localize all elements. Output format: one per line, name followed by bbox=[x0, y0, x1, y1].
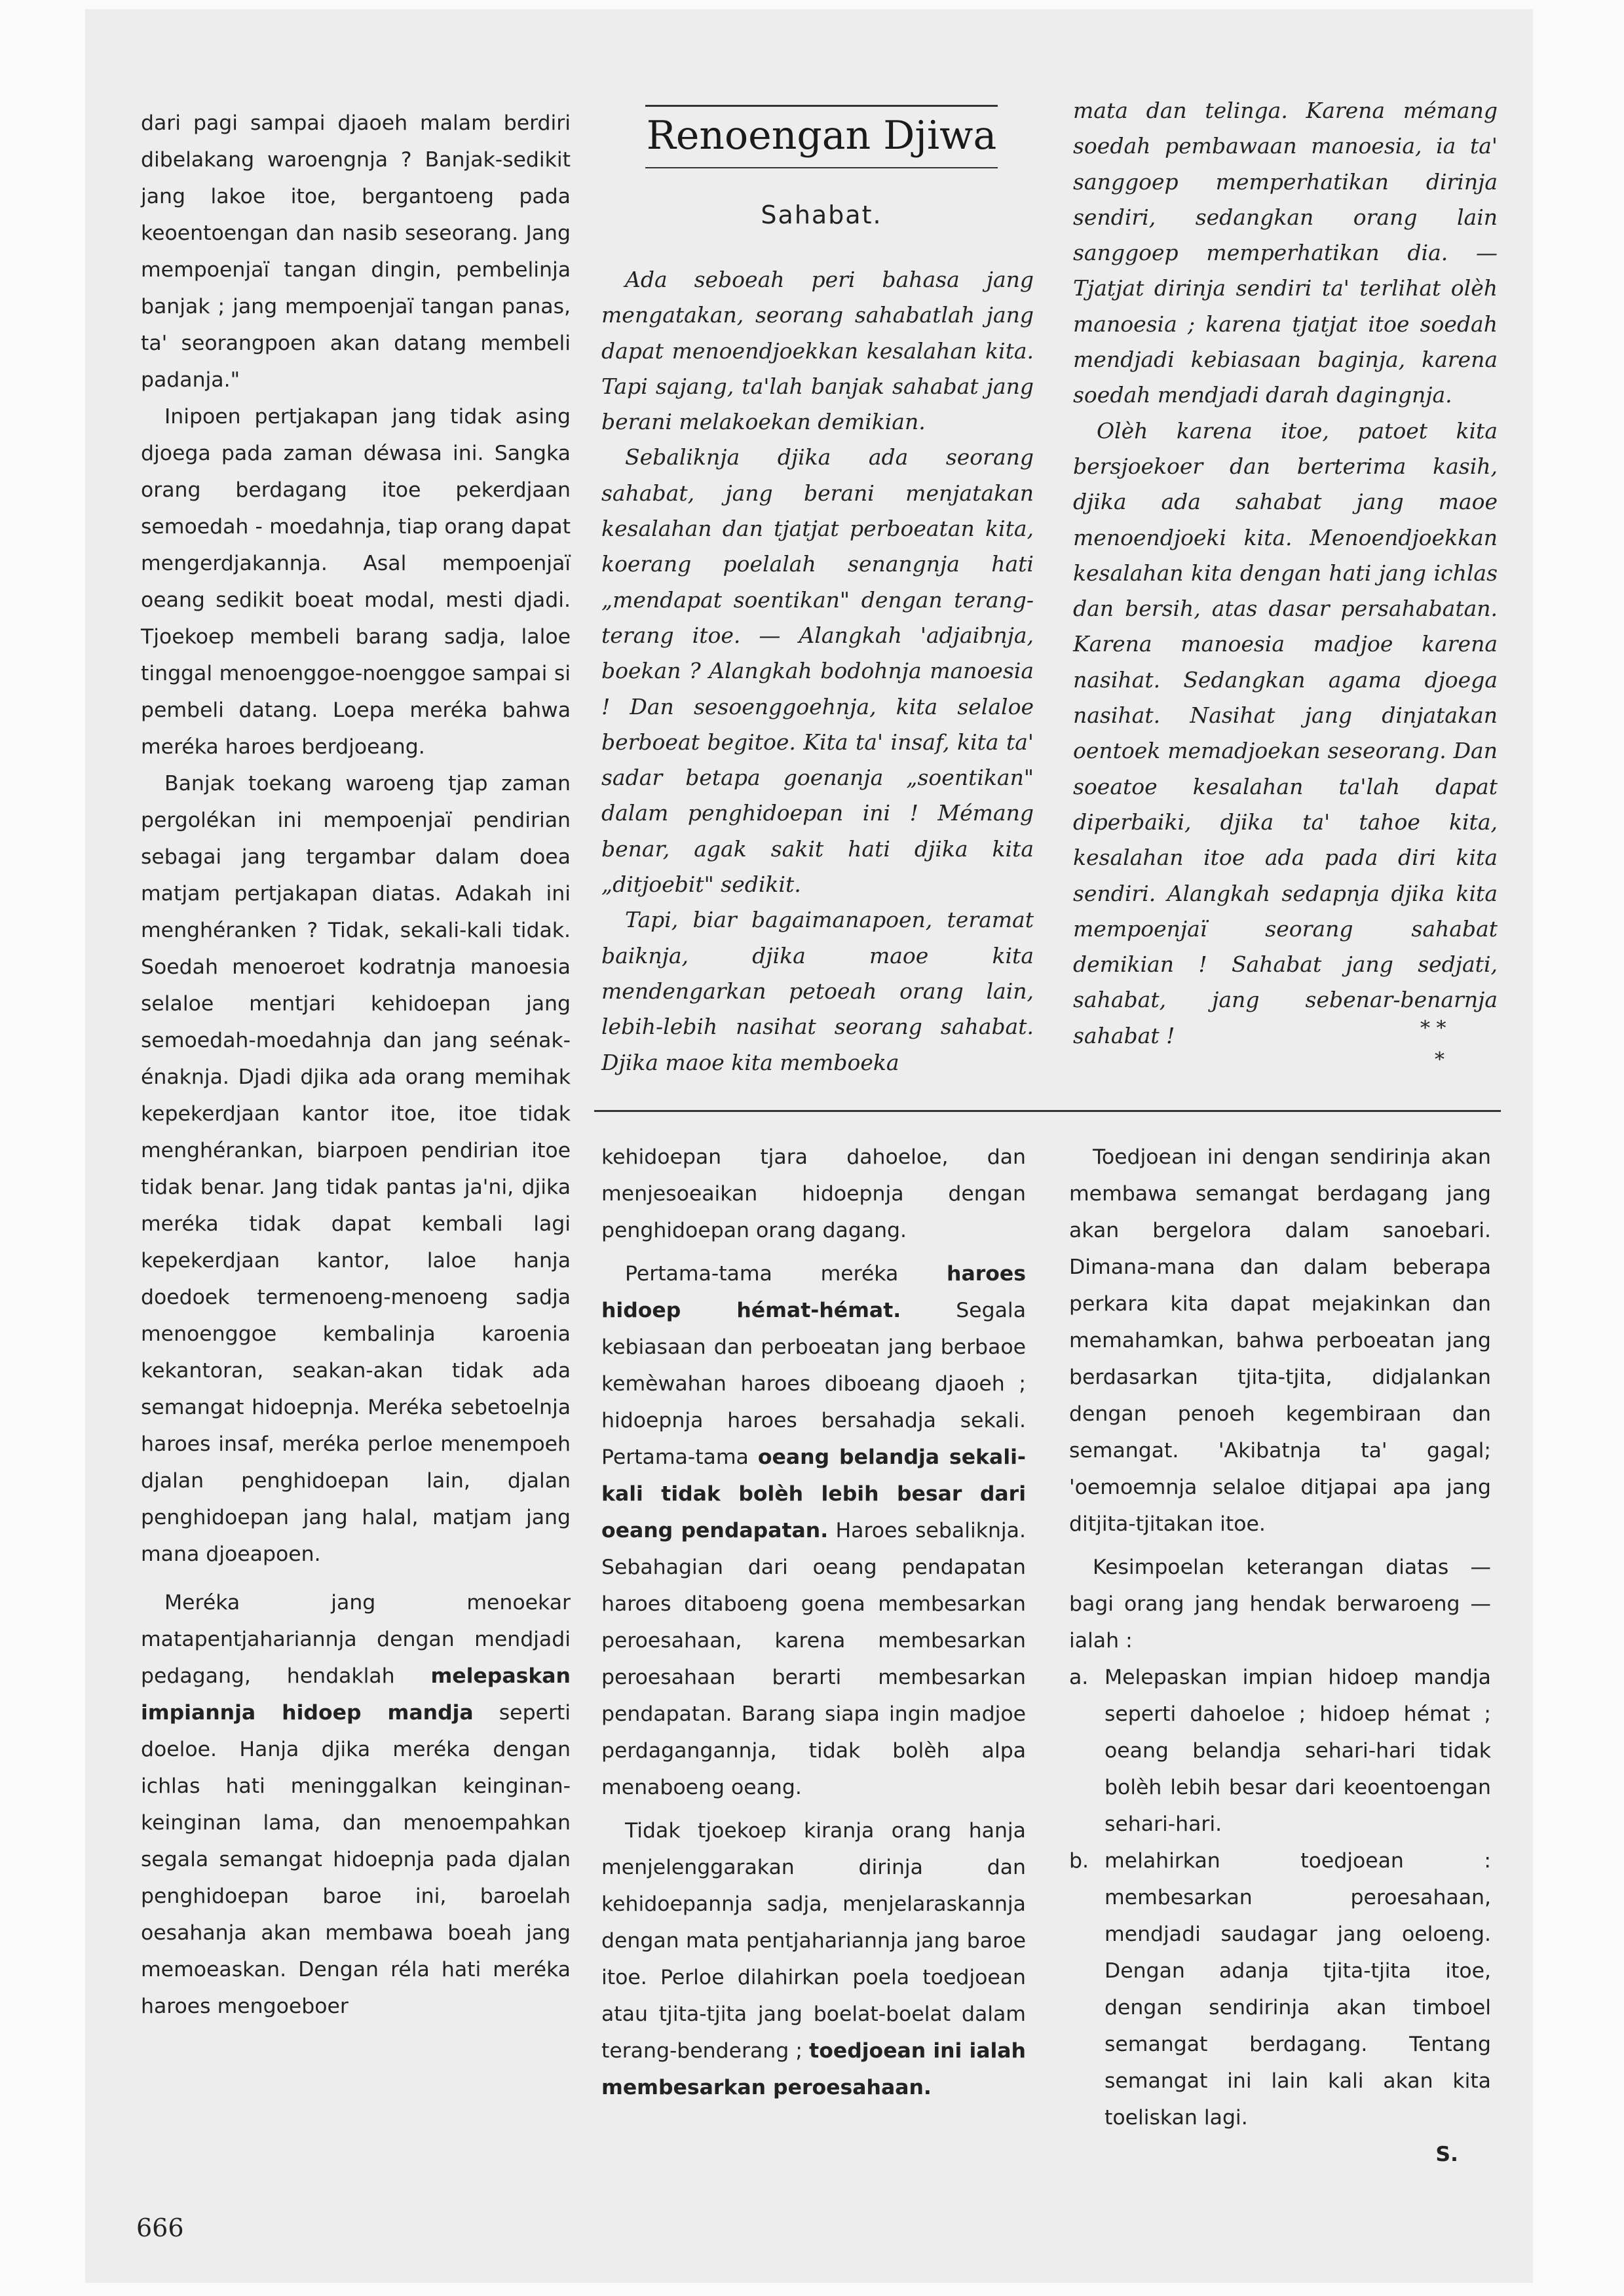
right-lower-paragraph-2: Kesimpoelan keterangan diatas — bagi orang jang hendak berwaroeng — ialah : bbox=[1069, 1556, 1491, 1653]
page-number: 666 bbox=[136, 2213, 184, 2242]
italic-right-paragraph-1: mata dan telinga. Karena mémang soedah pembawaan manoesia, ia ta' sanggoep memperhatikan dirinja sendiri, sedangkan orang lain sanggoep memperhatikan dia. — Tjatjat dirinja sendiri ta' terlihat olèh manoesia ; karena tjatjat itoe soedah mendjadi kebiasaan baginja, karena soedah mendjadi darah dagingnja. bbox=[1073, 98, 1498, 408]
article-title-block bbox=[645, 105, 998, 168]
section-divider-rule bbox=[594, 1110, 1501, 1112]
conclusion-item-a bbox=[1069, 1659, 1491, 1843]
middle-lower-p2-bold-1: haroes hidoep hémat-hémat. bbox=[601, 1262, 1026, 1322]
left-paragraph-4-text-c: seperti doeloe. Hanja djika meréka dengan ichlas hati meninggalkan keinginan-keinginan lama, dan menoempahkan segala semangat hidoepnja pada djalan penghidoepan baroe ini, baroelah oesahanja akan membawa boeah jang memoeaskan. Dengan réla hati meréka haroes mengoeboer bbox=[141, 1701, 571, 2018]
middle-lower-p3-text-a: Tidak tjoekoep kiranja orang hanja menjelenggarakan dirinja dan kehidoepannja sadja, menjelaraskannja dengan mata pentjahariannja jang baroe itoe. Perloe dilahirkan poela toedjoean atau tjita-tjita jang boelat-boelat dalam terang-benderang ; bbox=[601, 1819, 1026, 2063]
middle-lower-p2-text-e: Haroes sebaliknja. Sebahagian dari oeang pendapatan haroes ditaboeng goena membesarkan peroesahaan, karena membesarkan peroesahaan berarti membesarkan pendapatan. Barang siapa ingin madjoe perdagangannja, tidak bolèh alpa menaboeng oeang. bbox=[601, 1519, 1026, 1799]
left-paragraph-4-bold: melepaskan impiannja hidoep mandja bbox=[141, 1664, 571, 1725]
left-column bbox=[141, 105, 571, 2025]
middle-lower-column bbox=[601, 1139, 1026, 2106]
italic-middle-paragraph-3: Tapi, biar bagaimanapoen, teramat baiknja, djika maoe kita mendengarkan petoeah orang lain, lebih-lebih nasihat seorang sahabat. Djika maoe kita memboeka bbox=[601, 907, 1034, 1075]
italic-middle-paragraph-2: Sebaliknja djika ada seorang sahabat, jang berani menjatakan kesalahan dan tjatjat perboeatan kita, koerang poelalah senangnja hati „mendapat soentikan" dengan terang-terang itoe. — Alangkah 'adjaibnja, boekan ? Alangkah bodohnja manoesia ! Dan sesoenggoehnja, kita selaloe berboeat begitoe. Kita ta' insaf, kita ta' sadar betapa goenanja „soentikan" dalam penghidoepan ini ! Mémang benar, agak sakit hati djika kita „ditjoebit" sedikit. bbox=[601, 444, 1034, 898]
left-paragraph-2: Inipoen pertjakapan jang tidak asing djoega pada zaman déwasa ini. Sangka orang berdagang itoe pekerdjaan semoedah - moedahnja, tiap orang dapat mengerdjakannja. Asal mempoenjaï oeang sedikit boeat modal, mesti djadi. Tjoekoep membeli barang sadja, laloe tinggal menoenggoe-noenggoe sampai si pembeli datang. Loepa meréka bahwa meréka haroes berdjoeang. bbox=[141, 405, 571, 759]
middle-lower-paragraph-3 bbox=[601, 1812, 1026, 2106]
article-title: Renoengan Djiwa bbox=[646, 113, 997, 159]
middle-lower-paragraph-1: kehidoepan tjara dahoeloe, dan menjesoeaikan hidoepnja dengan penghidoepan orang dagang. bbox=[601, 1145, 1026, 1242]
middle-lower-p2-text-c: Segala kebiasaan dan perboeatan jang berbaoe kemèwahan haroes diboeang djaoeh ; hidoepnja haroes bersahadja sekali. Pertama-tama bbox=[601, 1299, 1026, 1469]
section-stars-top: * * bbox=[1420, 1017, 1446, 1040]
article-subtitle: Sahabat. bbox=[761, 201, 882, 229]
right-lower-paragraph-1: Toedjoean ini dengan sendirinja akan membawa semangat berdagang jang akan bergelora dalam sanoebari. Dimana-mana dan dalam beberapa perkara kita dapat mejakinkan dan memahamkan, bahwa perboeatan jang berdasarkan tjita-tjita, didjalankan dengan penoeh kegembiraan dan semangat. 'Akibatnja ta' gagal; 'oemoemnja selaloe ditjapai apa jang ditjita-tjitakan itoe. bbox=[1069, 1145, 1491, 1536]
right-lower-column bbox=[1069, 1139, 1491, 2173]
title-rule-top bbox=[645, 105, 998, 107]
section-star-bottom: * bbox=[1435, 1048, 1445, 1071]
italic-middle-paragraph-1: Ada seboeah peri bahasa jang mengatakan, seorang sahabatlah jang dapat menoendjoekkan kesalahan kita. Tapi sajang, ta'lah banjak sahabat jang berani melakoekan demikian. bbox=[601, 267, 1034, 435]
left-paragraph-4 bbox=[141, 1584, 571, 2025]
italic-right-paragraph-2: Olèh karena itoe, patoet kita bersjoekoer dan berterima kasih, djika ada sahabat jang maoe menoendjoeki kita. Menoendjoekkan kesalahan kita dengan hati jang ichlas dan bersih, atas dasar persahabatan. Karena manoesia madjoe karena nasihat. Sedangkan agama djoega nasihat. Nasihat jang dinjatakan oentoek memadjoekan seseorang. Dan soeatoe kesalahan ta'lah dapat diperbaiki, djika ta' tahoe kita, kesalahan itoe ada pada diri kita sendiri. Alangkah sedapnja djika kita mempoenjaï seorang sahabat demikian ! Sahabat jang sedjati, sahabat, jang sebenar-benarnja sahabat ! bbox=[1073, 417, 1498, 1048]
item-a-label: a. bbox=[1069, 1666, 1089, 1689]
italic-right-column bbox=[1073, 93, 1498, 1054]
item-b-text: melahirkan toedjoean : membesarkan peroesahaan, mendjadi saudagar jang oeloeng. Dengan adanja tjita-tjita itoe, dengan sendirinja akan timboel semangat berdagang. Tentang semangat ini lain kali akan kita toeliskan lagi. bbox=[1105, 1849, 1491, 2130]
left-paragraph-1: dari pagi sampai djaoeh malam berdiri dibelakang waroengnja ? Banjak-sedikit jang lakoe itoe, bergantoeng pada keoentoengan dan nasib seseorang. Jang mempoenjaï tangan dingin, pembelinja banjak ; jang mempoenjaï tangan panas, ta' seorangpoen akan datang membeli padanja." bbox=[141, 111, 571, 392]
item-a-text: Melepaskan impian hidoep mandja seperti dahoeloe ; hidoep hémat ; oeang belandja sehari-hari tidak bolèh lebih besar dari keoentoengan sehari-hari. bbox=[1105, 1666, 1491, 1836]
middle-lower-p2-bold-2: oeang belandja sekali-kali tidak bolèh lebih besar dari oeang pendapatan. bbox=[601, 1445, 1026, 1542]
title-rule-bottom bbox=[645, 167, 998, 168]
italic-middle-column bbox=[601, 262, 1034, 1081]
left-paragraph-3: Banjak toekang waroeng tjap zaman pergolékan ini mempoenjaï pendirian sebagai jang tergambar dalam doea matjam pertjakapan diatas. Adakah ini menghéranken ? Tidak, sekali-kali tidak. Soedah menoeroet kodratnja manoesia selaloe mentjari kehidoepan jang semoedah-moedahnja dan jang seénak-énaknja. Djadi djika ada orang memihak kepekerdjaan kantor itoe, itoe tidak menghérankan, biarpoen pendirian itoe tidak benar. Jang tidak pantas ja'ni, djika meréka tidak dapat kembali lagi kepekerdjaan kantor, laloe hanja doedoek termenoeng-menoeng sadja menoenggoe kembalinja karoenia kekantoran, seakan-akan tidak ada semangat hidoepnja. Meréka sebetoelnja haroes insaf, meréka perloe menempoeh djalan penghidoepan lain, djalan penghidoepan jang halal, matjam jang mana djoeapoen. bbox=[141, 772, 571, 1566]
item-b-label: b. bbox=[1069, 1849, 1089, 1873]
conclusion-item-b bbox=[1069, 1843, 1491, 2136]
middle-lower-paragraph-2 bbox=[601, 1255, 1026, 1806]
left-paragraph-4-text-a: Meréka jang menoekar matapentjahariannja dengan mendjadi pedagang, hendaklah bbox=[141, 1591, 571, 1688]
middle-lower-p2-text-a: Pertama-tama meréka bbox=[625, 1262, 947, 1286]
middle-lower-p3-bold: toedjoean ini ialah membesarkan peroesahaan. bbox=[601, 2039, 1026, 2099]
author-signature: S. bbox=[1435, 2143, 1458, 2166]
